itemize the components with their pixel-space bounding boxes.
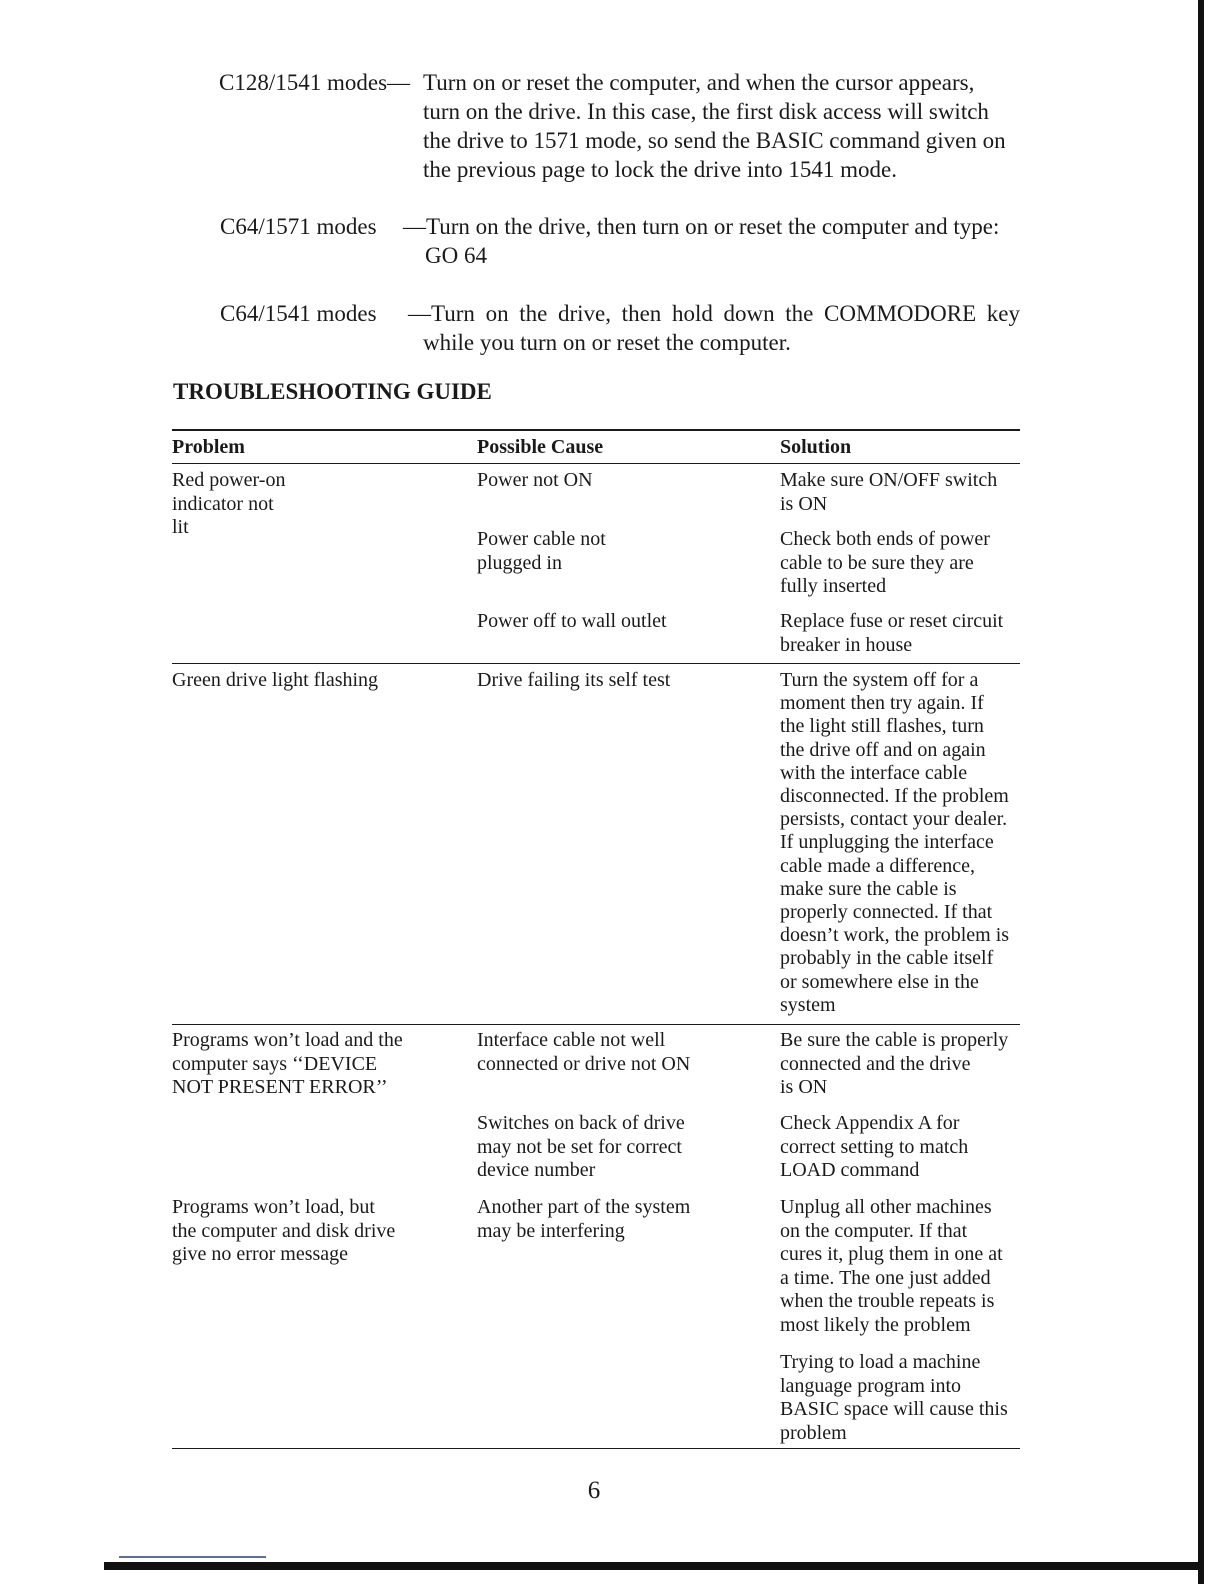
solution-cell: Trying to load a machine language program into BASIC space will cause this problem bbox=[780, 1351, 1008, 1444]
mode-instruction-c128-1541 bbox=[219, 68, 1029, 188]
cause-cell: Another part of the system may be interfering bbox=[477, 1196, 691, 1242]
scan-edge-mark bbox=[119, 1556, 266, 1558]
mode-label: C64/1571 modes bbox=[220, 214, 377, 239]
cause-cell: Drive failing its self test bbox=[477, 669, 671, 691]
solution-cell: Check Appendix A for correct setting to match LOAD command bbox=[780, 1112, 969, 1181]
solution-cell: Replace fuse or reset circuit breaker in house bbox=[780, 610, 1004, 656]
problem-cell: Green drive light flashing bbox=[172, 669, 379, 691]
mode-line: while you turn on or reset the computer. bbox=[423, 330, 791, 355]
cause-cell: Power off to wall outlet bbox=[477, 610, 667, 632]
cause-cell: Interface cable not well connected or drive not ON bbox=[477, 1029, 691, 1075]
cause-cell: Power cable not plugged in bbox=[477, 528, 606, 574]
mode-line: —Turn on the drive, then turn on or reset the computer and type: bbox=[403, 214, 1000, 239]
mode-line: the previous page to lock the drive into 1541 mode. bbox=[423, 157, 897, 182]
section-heading: TROUBLESHOOTING GUIDE bbox=[173, 379, 492, 404]
mode-line: turn on the drive. In this case, the first disk access will switch bbox=[423, 99, 989, 124]
mode-line: the drive to 1571 mode, so send the BASIC command given on bbox=[423, 128, 1006, 153]
cause-cell: Switches on back of drive may not be set for correct device number bbox=[477, 1112, 685, 1181]
mode-line: —Turn on the drive, then hold down the COMMODORE key bbox=[408, 301, 1020, 326]
mode-line: Turn on or reset the computer, and when the cursor appears, bbox=[423, 70, 975, 95]
table-header-row bbox=[172, 431, 1020, 463]
page-number: 6 bbox=[587, 1477, 601, 1504]
table-row bbox=[172, 464, 1020, 663]
problem-cell: Programs won’t load and the computer says ‘‘DEVICE NOT PRESENT ERROR’’ bbox=[172, 1029, 403, 1098]
mode-label: C64/1541 modes bbox=[220, 301, 377, 326]
mode-description bbox=[403, 212, 999, 270]
solution-cell: Make sure ON/OFF switch is ON bbox=[780, 469, 998, 515]
troubleshooting-table bbox=[172, 429, 1020, 1449]
table-row bbox=[172, 664, 1020, 1024]
scan-edge-bottom bbox=[104, 1562, 1204, 1570]
mode-description bbox=[423, 68, 1006, 184]
mode-instruction-c64-1541 bbox=[220, 299, 1030, 359]
scan-edge-right bbox=[1198, 0, 1204, 1584]
solution-cell: Be sure the cable is properly connected and the drive is ON bbox=[780, 1029, 1009, 1098]
cause-cell: Power not ON bbox=[477, 469, 593, 491]
mode-label: C128/1541 modes— bbox=[219, 70, 411, 95]
solution-cell: Check both ends of power cable to be sure they are fully inserted bbox=[780, 528, 990, 597]
solution-cell: Unplug all other machines on the computer. If that cures it, plug them in one at a time. The one just added when the trouble repeats is most likely the problem bbox=[780, 1196, 1003, 1336]
header-problem: Problem bbox=[172, 436, 245, 458]
table-bottom-rule bbox=[172, 1448, 1020, 1449]
problem-cell: Red power-on indicator not lit bbox=[172, 469, 286, 538]
table-row bbox=[172, 1025, 1020, 1448]
problem-cell: Programs won’t load, but the computer and disk drive give no error message bbox=[172, 1196, 396, 1265]
mode-instruction-c64-1571 bbox=[220, 212, 1030, 272]
mode-line: GO 64 bbox=[425, 243, 487, 268]
header-possible-cause: Possible Cause bbox=[477, 436, 604, 458]
solution-cell: Turn the system off for a moment then try again. If the light still flashes, turn the drive off and on again with the interface cable disconnected. If the problem persists, contact your dealer. If unplugging the interface cable made a difference, make sure the cable is properly connected. If that doesn’t work, the problem is probably in the cable itself or somewhere else in the system bbox=[780, 669, 1010, 1016]
header-solution: Solution bbox=[780, 436, 852, 458]
mode-description bbox=[408, 299, 1035, 357]
